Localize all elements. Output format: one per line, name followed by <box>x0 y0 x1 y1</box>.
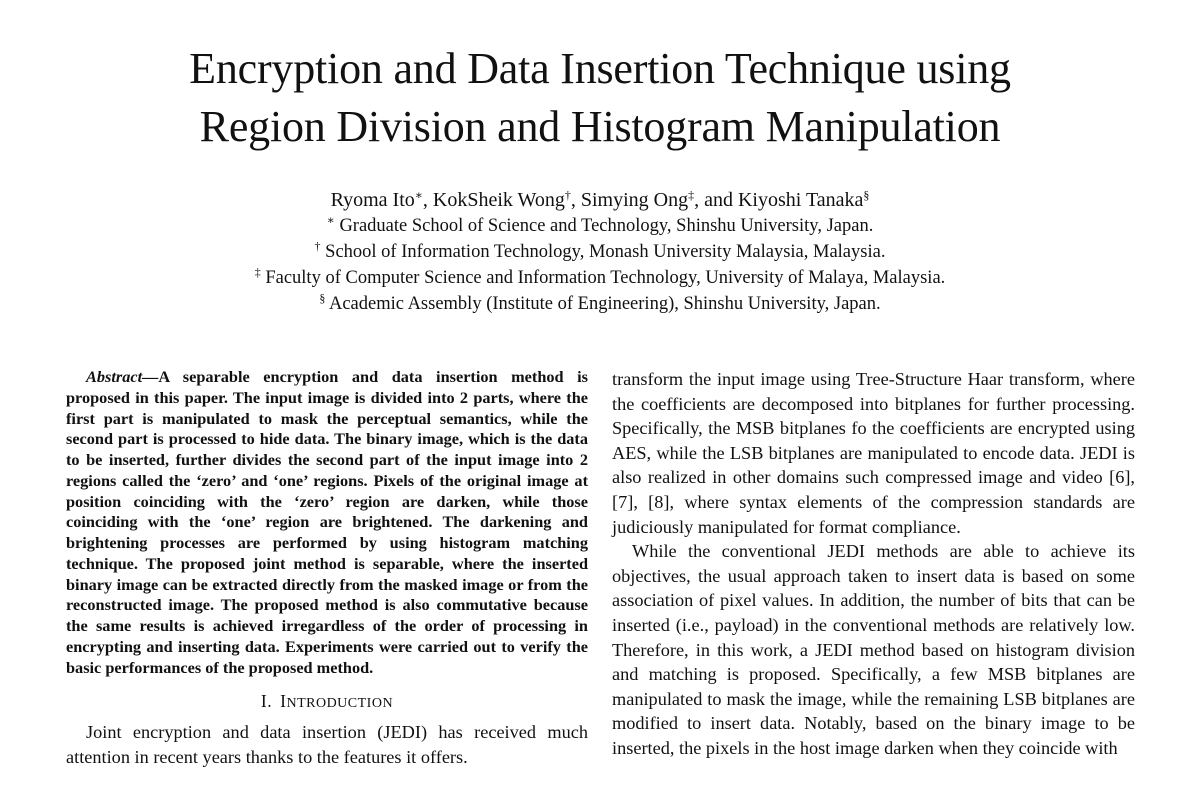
author-1: Ryoma Ito <box>330 189 415 211</box>
section-heading-introduction <box>66 691 588 712</box>
affiliation-text: School of Information Technology, Monash University Malaysia, Malaysia. <box>325 242 886 262</box>
intro-paragraph: Joint encryption and data insertion (JEDI) has received much attention in recent years thanks to the features it offers. <box>66 722 588 767</box>
affiliation-text: Graduate School of Science and Technology, Shinshu University, Japan. <box>339 216 874 236</box>
author-3-mark: ‡ <box>688 188 695 202</box>
affiliation-text: Faculty of Computer Science and Information Technology, University of Malaya, Malaysia. <box>265 268 946 288</box>
author-2-mark: † <box>564 188 571 202</box>
right-column <box>612 367 1135 761</box>
author-4: Kiyoshi Tanaka <box>737 189 864 211</box>
affiliation-1 <box>0 213 1200 239</box>
affiliation-mark: § <box>319 291 326 305</box>
author-3: Simying Ong <box>580 189 689 211</box>
author-separator-and: , and <box>694 189 738 211</box>
affiliation-2 <box>0 239 1200 265</box>
author-4-mark: § <box>863 188 870 202</box>
section-number: I. <box>260 691 273 712</box>
body-paragraph-2: While the conventional JEDI methods are able to achieve its objectives, the usual approach taken to insert data is based on some association of pixel values. In addition, the number of bits that can be inserted (i.e., payload) in the conventional methods are relatively low. Therefore, in this work, a JEDI method based on histogram division and matching is proposed. Specifically, a few MSB bitplanes are manipulated to mask the image, while the remaining LSB bitplanes are modified to insert data. Notably, based on the binary image to be inserted, the pixels in the host image darken when they coincide with <box>612 541 1135 758</box>
affiliation-text: Academic Assembly (Institute of Engineering), Shinshu University, Japan. <box>328 294 881 314</box>
left-column <box>66 367 588 769</box>
author-separator: , <box>570 189 581 211</box>
body-paragraph-1: transform the input image using Tree-Structure Haar transform, where the coefficients are decomposed into bitplanes for further processing. Specifically, the MSB bitplanes fo the coefficients are encrypted using AES, while the LSB bitplanes are manipulated to encode data. JEDI is also realized in other domains such compressed image and video [6], [7], [8], where syntax elements of the compression standards are judiciously manipulated for format compliance. <box>612 369 1135 537</box>
section-title-rest: NTRODUCTION <box>286 696 394 712</box>
author-2: KokSheik Wong <box>432 189 565 211</box>
author-1-mark: ∗ <box>414 188 423 202</box>
section-title-first-letter: I <box>280 691 287 712</box>
affiliation-mark: † <box>314 239 321 253</box>
title-line-2: Region Division and Histogram Manipulation <box>199 102 1001 151</box>
affiliation-mark: ∗ <box>326 213 335 227</box>
abstract <box>66 367 588 678</box>
author-names <box>0 187 1200 213</box>
author-separator: , <box>422 189 433 211</box>
abstract-text: A separable encryption and data insertion method is proposed in this paper. The input image is divided into 2 parts, where the first part is manipulated to mask the perceptual semantics, while the second part is processed to hide data. The binary image, which is the data to be inserted, further divides the second part of the input image into 2 regions called the ‘zero’ and ‘one’ regions. Pixels of the original image at position coinciding with the ‘zero’ region are darken, while those coinciding with the ‘one’ region are brightened. The darkening and brightening processes are performed by using histogram matching technique. The proposed joint method is separable, where the inserted binary image can be extracted directly from the masked image or from the reconstructed image. The proposed method is also commutative because the same results is achieved irregardless of the order of processing in encrypting and inserting data. Experiments were carried out to verify the basic performances of the proposed method. <box>66 367 588 677</box>
affiliation-3 <box>0 265 1200 291</box>
title-line-1: Encryption and Data Insertion Technique using <box>189 44 1011 93</box>
paper-title <box>0 40 1200 156</box>
abstract-label: Abstract— <box>86 367 159 386</box>
author-block <box>0 187 1200 317</box>
affiliation-mark: ‡ <box>254 265 261 279</box>
affiliation-4 <box>0 291 1200 317</box>
